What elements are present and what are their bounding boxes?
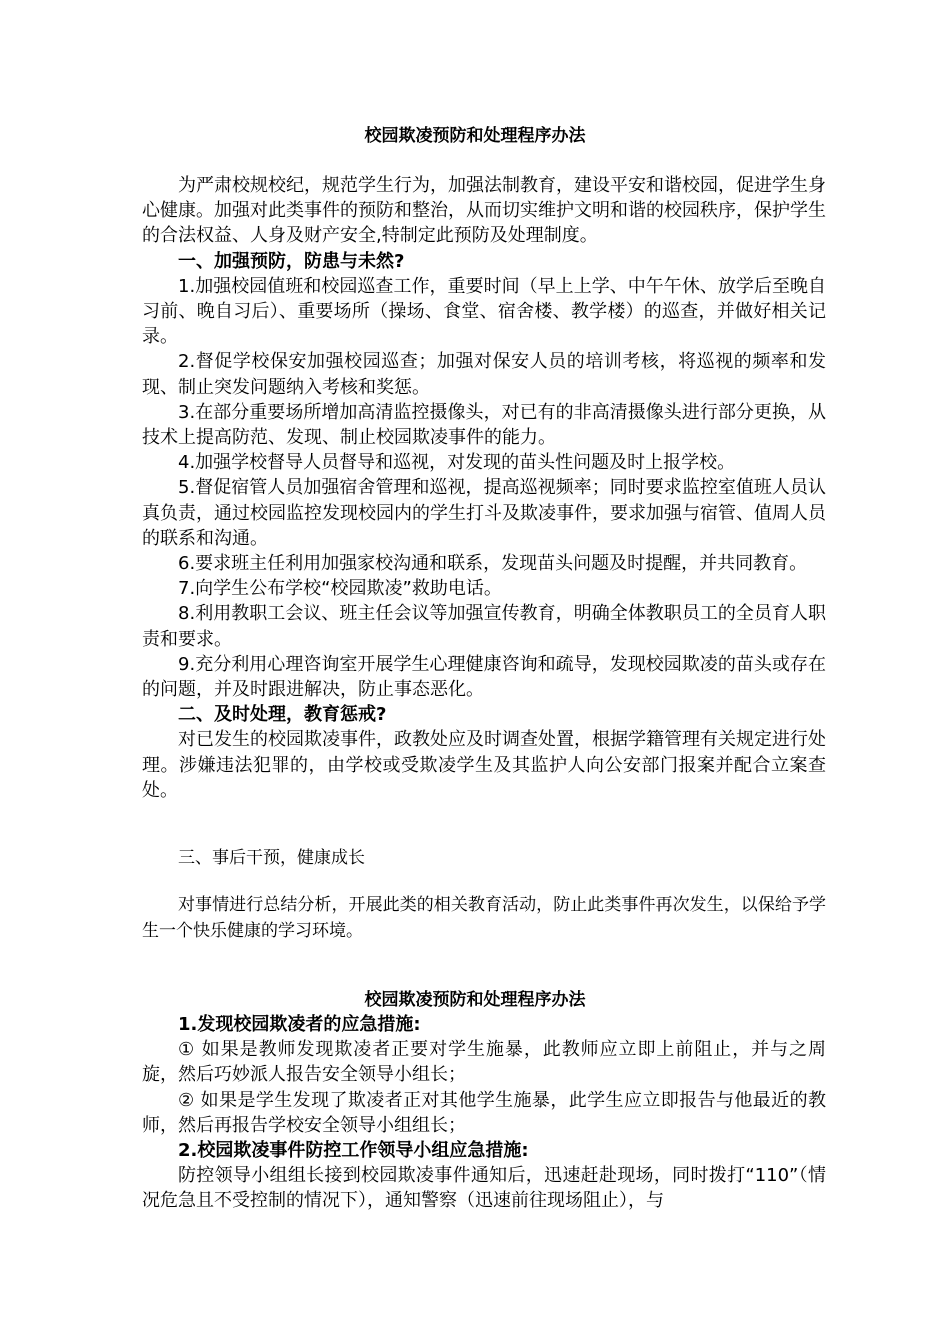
part2-item: ① 如果是教师发现欺凌者正要对学生施暴，此教师应立即上前阻止，并与之周旋，然后巧妙派人报告安全领导小组长； (142, 1039, 826, 1086)
section1-heading: 一、加强预防，防患与未然? (178, 250, 405, 272)
intro-paragraph: 为严肃校规校纪，规范学生行为，加强法制教育，建设平安和谐校园，促进学生身心健康。加强对此类事件的预防和整治，从而切实维护文明和谐的校园秩序，保护学生的合法权益、人身及财产安全,特制定此预防及处理制度。 (142, 175, 826, 247)
section1-item: 3.在部分重要场所增加高清监控摄像头，对已有的非高清摄像头进行部分更换，从技术上提高防范、发现、制止校园欺凌事件的能力。 (142, 401, 826, 449)
section1-item: 4.加强学校督导人员督导和巡视，对发现的苗头性问题及时上报学校。 (178, 452, 736, 474)
part2-item: ② 如果是学生发现了欺凌者正对其他学生施暴，此学生应立即报告与他最近的教师，然后再报告学校安全领导小组组长； (142, 1089, 826, 1136)
section-block-2 (142, 1012, 826, 1214)
part2-heading1: 1.发现校园欺凌者的应急措施: (178, 1014, 421, 1035)
section1-item: 5.督促宿管人员加强宿舍管理和巡视，提高巡视频率；同时要求监控室值班人员认真负责，通过校园监控发现校园内的学生打斗及欺凌事件，要求加强与宿管、值周人员的联系和沟通。 (142, 477, 826, 549)
section-block-1 (142, 173, 826, 803)
document-title: 校园欺凌预防和处理程序办法 (364, 126, 586, 146)
section1-item: 2.督促学校保安加强校园巡查；加强对保安人员的培训考核，将巡视的频率和发现、制止突发问题纳入考核和奖惩。 (142, 351, 826, 398)
section3-block (142, 893, 826, 944)
section1-item: 9.充分利用心理咨询室开展学生心理健康咨询和疏导，发现校园欺凌的苗头或存在的问题，并及时跟进解决，防止事态恶化。 (142, 653, 826, 701)
section1-item: 6.要求班主任利用加强家校沟通和联系，发现苗头问题及时提醒，并共同教育。 (178, 553, 808, 575)
part2-heading2: 2.校园欺凌事件防控工作领导小组应急措施: (178, 1140, 529, 1162)
section1-item: 7.向学生公布学校“校园欺凌”救助电话。 (178, 578, 502, 600)
part2-title: 校园欺凌预防和处理程序办法 (364, 990, 586, 1010)
section2-paragraph: 对已发生的校园欺凌事件，政教处应及时调查处置，根据学籍管理有关规定进行处理。涉嫌违法犯罪的，由学校或受欺凌学生及其监护人向公安部门报案并配合立案查处。 (142, 729, 826, 801)
section1-item: 1.加强校园值班和校园巡查工作，重要时间（早上上学、中午午休、放学后至晚自习前、晚自习后）、重要场所（操场、食堂、宿舍楼、教学楼）的巡查，并做好相关记录。 (142, 275, 826, 348)
section3-paragraph: 对事情进行总结分析，开展此类的相关教育活动，防止此类事件再次发生，以保给予学生一个快乐健康的学习环境。 (142, 895, 826, 941)
section3-heading: 三、事后干预，健康成长 (178, 848, 365, 868)
section1-item: 8.利用教职工会议、班主任会议等加强宣传教育，明确全体教职员工的全员育人职责和要求。 (142, 603, 826, 650)
section2-heading: 二、及时处理，教育惩戒? (178, 704, 387, 726)
part2-paragraph: 防控领导小组组长接到校园欺凌事件通知后，迅速赶赴现场，同时拨打“110”（情况危急且不受控制的情况下），通知警察（迅速前往现场阻止），与 (142, 1165, 826, 1212)
